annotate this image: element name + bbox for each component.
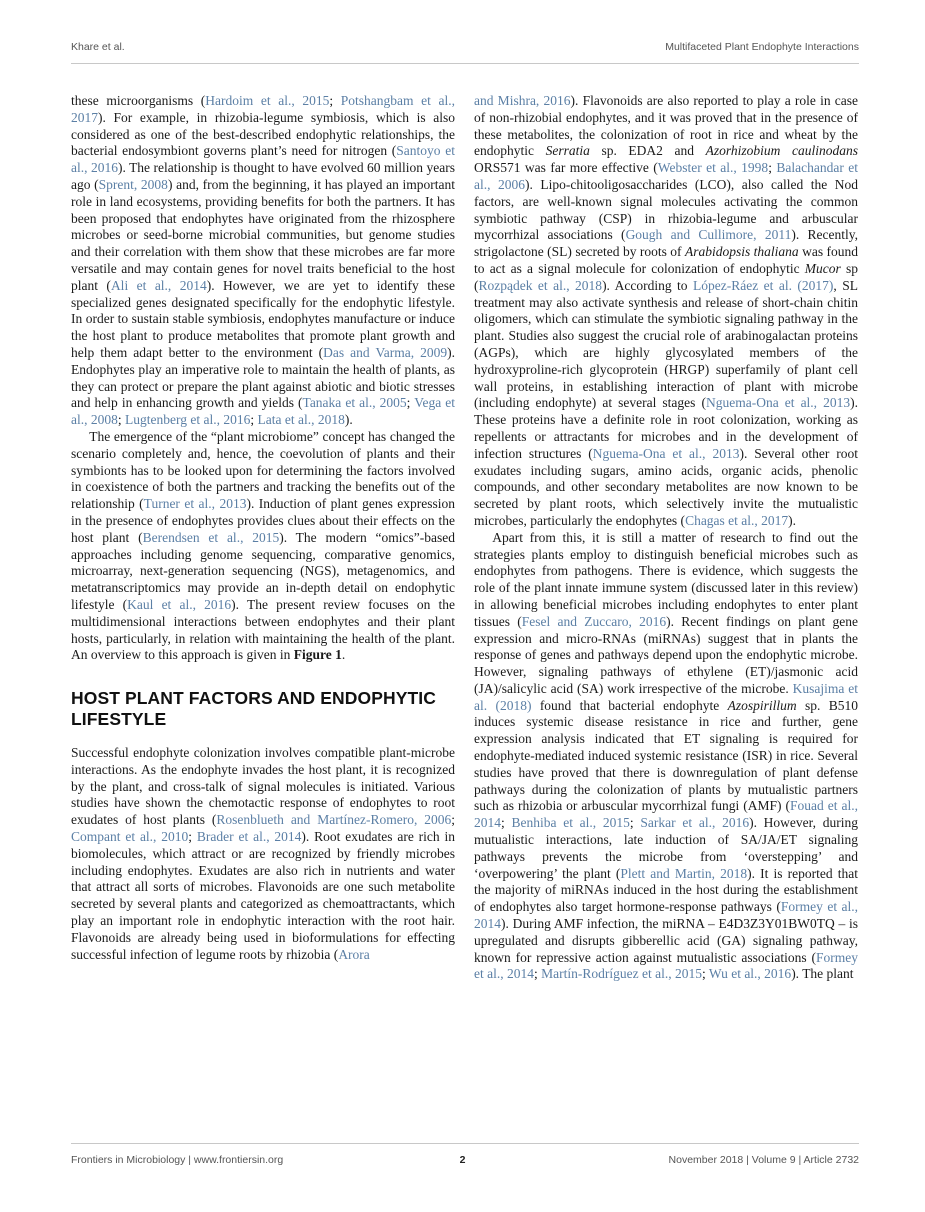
italic-term: Azorhizobium caulinodans xyxy=(705,143,858,159)
citation-link[interactable]: Formey et al., 2014 xyxy=(474,899,859,932)
paragraph: The emergence of the “plant microbiome” concept has changed the scenario completely and, hence, the coevolution of plants and their symbionts has to be looked upon for determining the factors involved in coexistence of both the partners and tracking the benefits out of the relationship (Turner et al., 2013). Induction of plant genes expression in the presence of endophytes provides clues about their effects on the host plant (Berendsen et al., 2015). The modern “omics”-based approaches including genome sequencing, comparative genomics, microarray, next-generation sequencing (NGS), metagenomics, and metatranscriptomics may provide an in-depth detail on endophytic lifestyle (Kaul et al., 2016). The present review focuses on the multidimensional interactions between endophytes and their plant hosts, particularly, in relation with maintaining the health of the plant. An overview to this approach is given in Figure 1. xyxy=(71,428,455,663)
citation-link[interactable]: Arora xyxy=(338,946,370,962)
italic-term: Serratia xyxy=(545,143,590,159)
running-head-title: Multifaceted Plant Endophyte Interactions xyxy=(665,41,859,53)
page-number: 2 xyxy=(459,1154,466,1166)
citation-link[interactable]: Tanaka et al., 2005 xyxy=(302,395,407,411)
citation-link[interactable]: Vega et al., 2008 xyxy=(71,395,456,428)
citation-link[interactable]: Sprent, 2008 xyxy=(98,176,168,192)
citation-link[interactable]: Lugtenberg et al., 2016 xyxy=(125,412,251,428)
citation-link[interactable]: Rozpądek et al., 2018 xyxy=(478,277,603,293)
footer-rule xyxy=(71,1143,859,1144)
figure-reference[interactable]: Figure 1 xyxy=(293,647,342,663)
citation-link[interactable]: Turner et al., 2013 xyxy=(143,496,247,512)
running-head-authors: Khare et al. xyxy=(71,41,125,53)
citation-link[interactable]: Sarkar et al., 2016 xyxy=(640,815,750,831)
paragraph: Successful endophyte colonization involves compatible plant-microbe interactions. As the endophyte invades the host plant, it is recognized by the plant, and cross-talk of signal molecules is initiated. Various studies have shown the chemotactic response of endophytes to root exudates of host plants (Rosenblueth and Martínez-Romero, 2006; Compant et al., 2010; Brader et al., 2014). Root exudates are rich in biomolecules, which attract or are recognized by friendly microbes including endophytes. Exudates are also rich in nutrients and water that attract all sorts of microbes. Flavonoids are one such metabolite secreted by several plants and categorized as chemoattractants, which play an important role in endophytic interaction with the root hair. Flavonoids are already being used in bioformulations for effecting successful infection of legume roots by rhizobia (Arora xyxy=(71,745,455,962)
paragraph: Apart from this, it is still a matter of research to find out the strategies plants employ to distinguish beneficial microbes such as endophytes from pathogens. There is evidence, which suggests the role of the plant innate immune system (discussed later in this review) in allowing beneficial microbes including endophytes to enter plant tissues (Fesel and Zuccaro, 2016). Recent findings on plant gene expression and micro-RNAs (miRNAs) suggest that in plants the response of genes and pathways depend upon the endophytic microbe. However, signaling pathways of ethylene (ET)/jasmonic acid (JA)/salicylic acid (SA) work irrespective of the microbe. Kusajima et al. (2018) found that bacterial endophyte Azospirillum sp. B510 induces systemic disease resistance in rice and further, gene expression analysis indicated that ET signaling is required for endophyte-mediated induced systemic resistance (ISR) in rice. Several studies have proved that there is downregulation of plant defense pathways during the colonization of plants by mutualistic partners such as rhizobia or arbuscular mycorrhizal fungi (AMF) (Fouad et al., 2014; Benhiba et al., 2015; Sarkar et al., 2016). However, during mutualistic interactions, late induction of SA/JA/ET signaling pathways prevents the microbe from ‘overstepping’ and ‘overpowering’ the plant (Plett and Martin, 2018). It is reported that the majority of miRNAs induced in the host during the establishment of endophytes also target hormone-response pathways (Formey et al., 2014). During AMF infection, the miRNA – E4D3Z3Y01BW0TQ – is upregulated and disrupts gibberellic acid (GA) signaling pathway, known for repressive action against mutualistic associations (Formey et al., 2014; Martín-Rodríguez et al., 2015; Wu et al., 2016). The plant xyxy=(474,529,859,982)
citation-link[interactable]: Kaul et al., 2016 xyxy=(127,596,232,612)
paragraph: and Mishra, 2016). Flavonoids are also reported to play a role in case of non-rhizobial endophytes, and it was proved that in the presence of these metabolites, the colonization of root in rice and wheat by the endophytic Serratia sp. EDA2 and Azorhizobium caulinodans ORS571 was far more effective (Webster et al., 1998; Balachandar et al., 2006). Lipo-chitooligosaccharides (LCO), also called the Nod factors, are well-known signal molecules activating the common symbiotic pathway (CSP) in rhizobia-legume and arbuscular mycorrhizal associations (Gough and Cullimore, 2011). Recently, strigolactone (SL) secreted by roots of Arabidopsis thaliana was found to act as a signal molecule for colonization of endophytic Mucor sp (Rozpądek et al., 2018). According to López-Ráez et al. (2017), SL treatment may also activate synthesis and release of short-chain chitin oligomers, which can stimulate the symbiotic signaling pathway in the plant. Studies also suggest the crucial role of arabinogalactan proteins (AGPs), which are highly glycosylated members of the hydroxyproline-rich glycoprotein (HRGP) superfamily of plant cell wall proteins, in establishing interaction of plant with microbe (including endophyte) at several stages (Nguema-Ona et al., 2013). These proteins have a definite role in root colonization, working as repellents or attractants for microbes and in the development of infection structures (Nguema-Ona et al., 2013). Several other root exudates including sugars, amino acids, organic acids, phenolic compounds, and other secondary metabolites are now known to be secreted by plant roots, which selectively invite the mutualistic microbes, particularly the endophytes (Chagas et al., 2017). xyxy=(474,93,858,528)
citation-link[interactable]: Das and Varma, 2009 xyxy=(323,344,448,360)
citation-link[interactable]: Brader et al., 2014 xyxy=(196,829,302,845)
citation-link[interactable]: Nguema-Ona et al., 2013 xyxy=(592,445,740,461)
footer-issue: November 2018 | Volume 9 | Article 2732 xyxy=(668,1154,859,1166)
right-column xyxy=(474,93,858,983)
citation-link[interactable]: Benhiba et al., 2015 xyxy=(511,815,630,831)
citation-link[interactable]: Wu et al., 2016 xyxy=(708,966,792,982)
italic-term: Mucor xyxy=(804,260,841,276)
paragraph: these microorganisms (Hardoim et al., 2015; Potshangbam et al., 2017). For example, in rhizobia-legume symbiosis, which is also considered as one of the best-described endophytic relationships, the bacterial endosymbiont governs plant’s need for nitrogen (Santoyo et al., 2016). The relationship is thought to have evolved 60 million years ago (Sprent, 2008) and, from the beginning, it has played an important role in land ecosystems, providing benefits for both the partners. It has been proposed that endophytes have originated from the rhizosphere microbes or seed-borne microbial communities, but genome studies and their correlation with them show that these microbes are far more versatile and may contain genes for novel traits beneficial to the host plant (Ali et al., 2014). However, we are yet to identify these specialized genes designated specifically for the endophytic lifestyle. In order to sustain stable symbiosis, endophytes manufacture or induce the host plant to produce metabolites that promote plant growth and help them adapt better to the environment (Das and Varma, 2009). Endophytes play an imperative role to maintain the health of plants, as they can protect or prepare the plant against abiotic and biotic stresses and help in enhancing growth and yields (Tanaka et al., 2005; Vega et al., 2008; Lugtenberg et al., 2016; Lata et al., 2018). xyxy=(71,93,456,428)
citation-link[interactable]: Plett and Martin, 2018 xyxy=(620,865,748,881)
citation-link[interactable]: Lata et al., 2018 xyxy=(257,412,345,428)
citation-link[interactable]: Fouad et al., 2014 xyxy=(474,798,858,831)
italic-term: Azospirillum xyxy=(727,697,797,713)
citation-link[interactable]: Nguema-Ona et al., 2013 xyxy=(705,395,851,411)
citation-link[interactable]: Potshangbam et al., 2017 xyxy=(71,93,455,125)
citation-link[interactable]: López-Ráez et al. (2017) xyxy=(693,277,834,293)
citation-link[interactable]: Martín-Rodríguez et al., 2015 xyxy=(541,966,702,982)
citation-link[interactable]: Hardoim et al., 2015 xyxy=(205,93,330,108)
citation-link[interactable]: and Mishra, 2016 xyxy=(474,93,571,108)
citation-link[interactable]: Balachandar et al., 2006 xyxy=(474,160,858,192)
citation-link[interactable]: Chagas et al., 2017 xyxy=(685,512,789,528)
footer-journal: Frontiers in Microbiology | www.frontiersin.org xyxy=(71,1154,284,1166)
citation-link[interactable]: Berendsen et al., 2015 xyxy=(142,529,280,545)
citation-link[interactable]: Formey et al., 2014 xyxy=(474,949,858,982)
citation-link[interactable]: Webster et al., 1998 xyxy=(657,160,769,176)
citation-link[interactable]: Fesel and Zuccaro, 2016 xyxy=(521,613,667,629)
italic-term: Arabidopsis thaliana xyxy=(684,244,799,260)
section-heading: HOST PLANT FACTORS AND ENDOPHYTIC LIFESTYLE xyxy=(71,688,436,730)
citation-link[interactable]: Kusajima et al. (2018) xyxy=(474,680,859,713)
citation-link[interactable]: Ali et al., 2014 xyxy=(110,277,207,293)
citation-link[interactable]: Rosenblueth and Martínez-Romero, 2006 xyxy=(216,812,452,828)
citation-link[interactable]: Gough and Cullimore, 2011 xyxy=(625,227,792,243)
left-column xyxy=(71,93,455,963)
citation-link[interactable]: Compant et al., 2010 xyxy=(71,829,189,845)
header-rule xyxy=(71,63,859,64)
citation-link[interactable]: Santoyo et al., 2016 xyxy=(71,143,455,176)
